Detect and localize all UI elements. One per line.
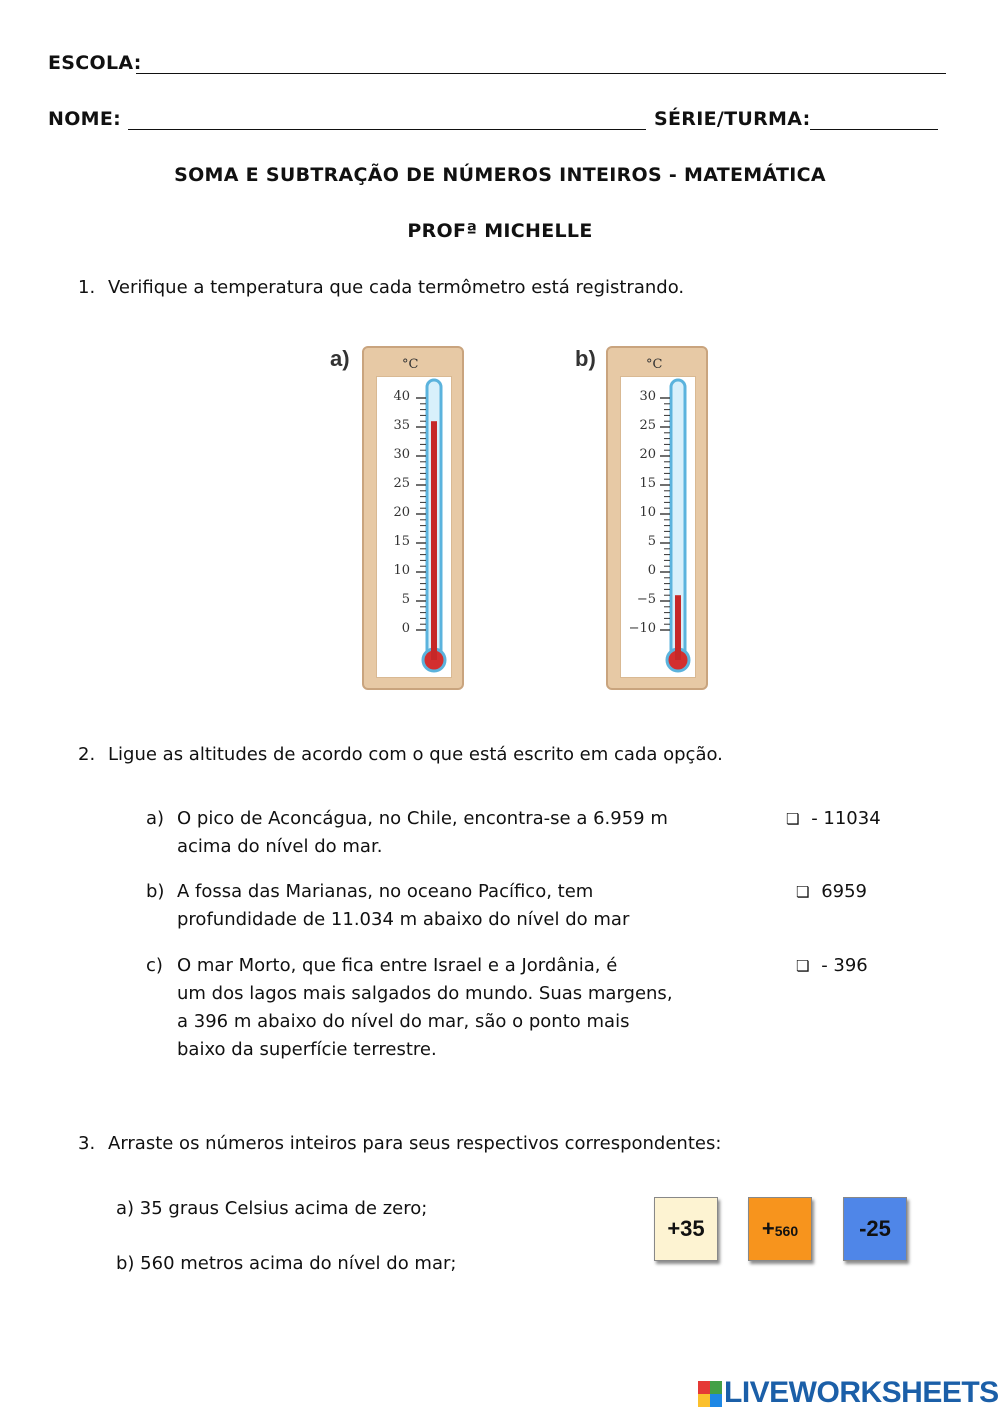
name-label: NOME: xyxy=(48,108,122,130)
thermometer-a-tick: 15 xyxy=(393,534,410,549)
q3-text: Arraste os números inteiros para seus respectivos correspondentes: xyxy=(108,1133,722,1154)
checkbox-icon[interactable]: ❏ xyxy=(786,810,800,828)
q2-option-letter: c) xyxy=(146,955,163,976)
thermometer-a xyxy=(362,346,464,690)
thermometer-b-tick: 10 xyxy=(639,505,656,520)
thermometer-b-tick: 30 xyxy=(639,389,656,404)
thermometer-b-tick: −10 xyxy=(628,621,656,636)
thermometer-a-tick: 20 xyxy=(393,505,410,520)
thermometer-a-tick: 30 xyxy=(393,447,410,462)
q2-option-letter: b) xyxy=(146,881,165,902)
thermometer-mercury xyxy=(675,595,681,660)
thermometer-mercury xyxy=(431,421,437,660)
thermometer-a-tick: 0 xyxy=(401,621,410,636)
thermometer-a-label: a) xyxy=(330,346,350,371)
thermometer-b-unit: °C xyxy=(646,357,663,372)
thermometer-b-scale xyxy=(608,348,710,692)
tile-value: -25 xyxy=(859,1216,891,1241)
q2-answer-2[interactable] xyxy=(796,878,867,906)
q2-option-line: O pico de Aconcágua, no Chile, encontra-se a 6.959 m xyxy=(177,808,668,829)
teacher-name: PROFª MICHELLE xyxy=(407,220,593,242)
thermometer-b-tick: 20 xyxy=(639,447,656,462)
q2-answer-3[interactable] xyxy=(796,952,868,980)
q1-number: 1. xyxy=(78,277,96,298)
name-line[interactable] xyxy=(128,129,646,130)
q2-option-line: baixo da superfície terrestre. xyxy=(177,1039,437,1060)
logo-badge-icon xyxy=(698,1381,722,1407)
thermometer-a-tick: 5 xyxy=(401,592,410,607)
grade-line[interactable] xyxy=(810,129,938,130)
thermometer-b-tick: 0 xyxy=(647,563,656,578)
drag-tile-plus-35[interactable] xyxy=(654,1197,718,1261)
q3-item-b[interactable]: b) 560 metros acima do nível do mar; xyxy=(116,1253,457,1274)
thermometer-a-tick: 25 xyxy=(393,476,410,491)
q2-number: 2. xyxy=(78,744,96,765)
thermometer-a-tick: 10 xyxy=(393,563,410,578)
q2-option-line: um dos lagos mais salgados do mundo. Suas margens, xyxy=(177,983,673,1004)
tile-value-suffix: 560 xyxy=(774,1223,799,1239)
q3-number: 3. xyxy=(78,1133,96,1154)
q2-answer-value: 6959 xyxy=(821,881,867,902)
q2-answer-value: - 11034 xyxy=(811,808,881,829)
q2-option-line: A fossa das Marianas, no oceano Pacífico, tem xyxy=(177,881,594,902)
q2-option-line: profundidade de 11.034 m abaixo do nível do mar xyxy=(177,909,630,930)
checkbox-icon[interactable]: ❏ xyxy=(796,957,810,975)
thermometer-a-tick: 40 xyxy=(393,389,410,404)
thermometer-b-tick: 5 xyxy=(647,534,656,549)
drag-tile-minus-25[interactable] xyxy=(843,1197,907,1261)
checkbox-icon[interactable]: ❏ xyxy=(796,883,810,901)
drag-tile-plus-560[interactable] xyxy=(748,1197,812,1261)
q2-option-line: O mar Morto, que fica entre Israel e a Jordânia, é xyxy=(177,955,618,976)
grade-label: SÉRIE/TURMA: xyxy=(654,108,811,130)
q2-answer-1[interactable] xyxy=(786,805,881,833)
logo-text: LIVEWORKSHEETS xyxy=(724,1376,999,1409)
q2-option-letter: a) xyxy=(146,808,165,829)
tile-value: +35 xyxy=(667,1216,705,1241)
thermometer-b-tick: −5 xyxy=(636,592,656,607)
q2-option-line: a 396 m abaixo do nível do mar, são o ponto mais xyxy=(177,1011,630,1032)
q2-text: Ligue as altitudes de acordo com o que está escrito em cada opção. xyxy=(108,744,723,765)
page-title: SOMA E SUBTRAÇÃO DE NÚMEROS INTEIROS - MATEMÁTICA xyxy=(174,164,826,186)
thermometer-b-label: b) xyxy=(575,346,596,371)
thermometer-b-tick: 15 xyxy=(639,476,656,491)
q1-text: Verifique a temperatura que cada termômetro está registrando. xyxy=(108,277,685,298)
liveworksheets-logo xyxy=(698,1376,999,1411)
thermometer-a-tick: 35 xyxy=(393,418,410,433)
thermometer-a-scale xyxy=(364,348,466,692)
thermometer-b-tick: 25 xyxy=(639,418,656,433)
school-label: ESCOLA: xyxy=(48,52,142,74)
tile-value: + xyxy=(761,1216,775,1241)
q2-option-line: acima do nível do mar. xyxy=(177,836,383,857)
q2-answer-value: - 396 xyxy=(821,955,868,976)
school-line[interactable] xyxy=(136,73,946,74)
q3-item-a[interactable]: a) 35 graus Celsius acima de zero; xyxy=(116,1198,428,1219)
thermometer-b xyxy=(606,346,708,690)
thermometer-a-unit: °C xyxy=(402,357,419,372)
